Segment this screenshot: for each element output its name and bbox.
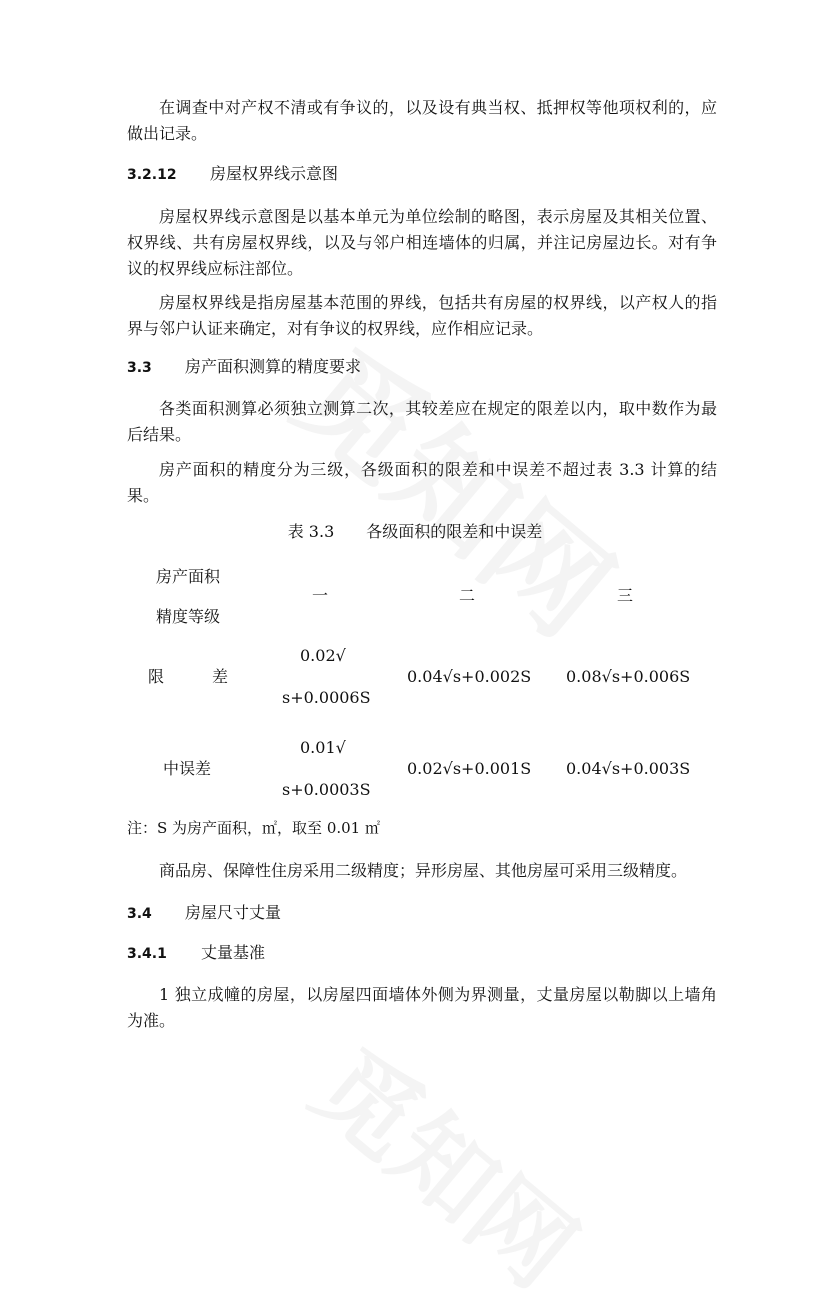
section-number: 3.3 — [127, 360, 152, 376]
table-col-grade-1: 一 — [311, 586, 328, 605]
paragraph-precision: 房产面积的精度分为三级，各级面积的限差和中误差不超过表 3.3 计算的结果。 — [127, 460, 717, 505]
section-title: 房屋权界线示意图 — [210, 164, 339, 183]
section-heading-3-2-12 — [127, 163, 338, 186]
table-cell: s+0.0006S — [282, 688, 371, 707]
paragraph-measure-basis: 1 独立成幢的房屋，以房屋四面墙体外侧为界测量，丈量房屋以勒脚以上墙角为准。 — [127, 985, 717, 1030]
table-header-area: 房产面积 — [156, 567, 221, 586]
table-cell: 0.04√s+0.003S — [566, 759, 691, 778]
table-note: 注：S 为房产面积，㎡，取至 0.01 ㎡ — [127, 819, 380, 837]
table-cell: 0.02√s+0.001S — [407, 759, 532, 778]
table-col-grade-2: 二 — [458, 586, 475, 605]
section-heading-3-3 — [127, 356, 361, 379]
section-number: 3.2.12 — [127, 167, 177, 183]
table-row-label-mse: 中误差 — [163, 759, 212, 778]
section-number: 3.4 — [127, 906, 152, 922]
paragraph-record: 在调查中对产权不清或有争议的，以及设有典当权、抵押权等他项权利的，应做出记录。 — [127, 98, 717, 143]
paragraph-calculation: 各类面积测算必须独立测算二次，其较差应在规定的限差以内，取中数作为最后结果。 — [127, 399, 717, 444]
table-cell: 0.08√s+0.006S — [566, 667, 691, 686]
table-cell: 0.01√ — [300, 738, 346, 757]
table-cell: 0.04√s+0.002S — [407, 667, 532, 686]
section-heading-3-4 — [127, 902, 281, 925]
paragraph-boundary-line: 房屋权界线是指房屋基本范围的界线，包括共有房屋的权界线，以产权人的指界与邻户认证来确定，对有争议的权界线，应作相应记录。 — [127, 293, 717, 338]
section-title: 丈量基准 — [201, 943, 266, 962]
table-cell: s+0.0003S — [282, 780, 371, 799]
section-heading-3-4-1 — [127, 942, 265, 965]
paragraph-boundary-sketch: 房屋权界线示意图是以基本单元为单位绘制的略图，表示房屋及其相关位置、权界线、共有房屋权界线，以及与邻户相连墙体的归属，并注记房屋边长。对有争议的权界线应标注部位。 — [127, 207, 717, 278]
table-caption: 表 3.3 各级面积的限差和中误差 — [287, 522, 543, 541]
section-number: 3.4.1 — [127, 946, 167, 962]
section-title: 房屋尺寸丈量 — [185, 903, 282, 922]
table-row-label-tolerance: 限 差 — [148, 667, 229, 686]
table-cell: 0.02√ — [300, 646, 346, 665]
table-col-grade-3: 三 — [616, 586, 633, 605]
section-title: 房产面积测算的精度要求 — [185, 357, 362, 376]
table-header-grade: 精度等级 — [156, 607, 221, 626]
watermark — [289, 1010, 611, 1313]
paragraph-precision-grades: 商品房、保障性住房采用二级精度；异形房屋、其他房屋可采用三级精度。 — [159, 861, 688, 880]
